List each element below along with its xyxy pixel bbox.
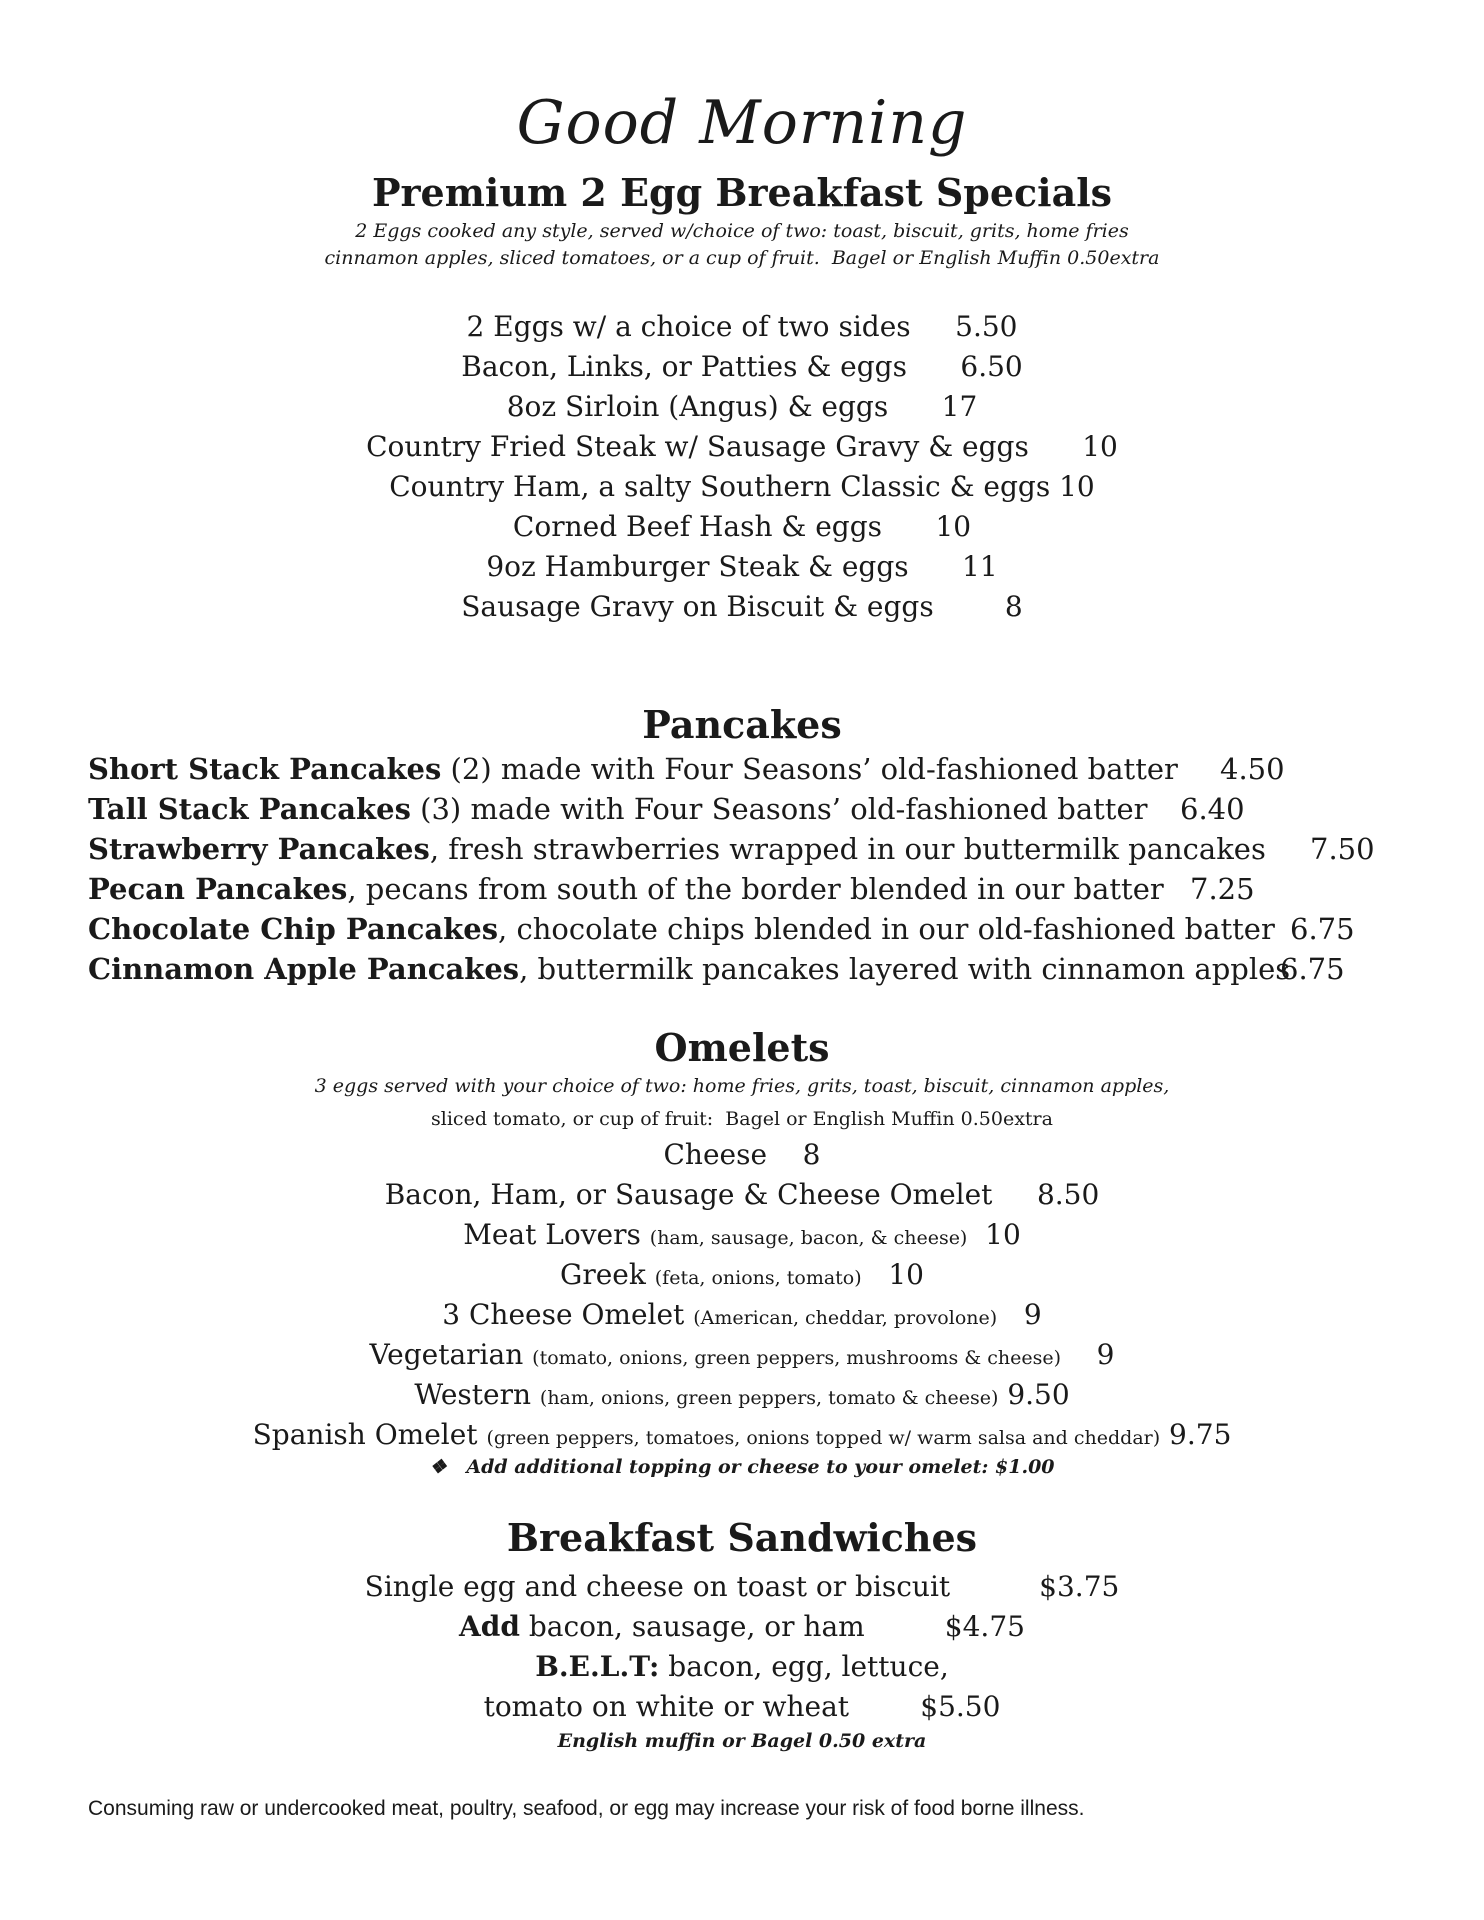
item-detail: (American, cheddar, provolone) <box>693 1307 998 1329</box>
specials-item <box>0 430 1484 463</box>
omelet-item <box>0 1418 1484 1451</box>
item-name: 3 Cheese Omelet <box>442 1298 694 1331</box>
omelet-item <box>0 1378 1484 1411</box>
item-price: $5.50 <box>920 1690 1001 1723</box>
item-name: Spanish Omelet <box>252 1418 487 1451</box>
item-name: 2 Eggs w/ a choice of two sides <box>466 310 911 343</box>
item-price: 9.75 <box>1169 1418 1232 1451</box>
pancake-item <box>88 832 1375 866</box>
item-name: 9oz Hamburger Steak & eggs <box>486 550 909 583</box>
item-name: Cheese <box>663 1138 768 1171</box>
item-price: 10 <box>985 1218 1021 1251</box>
pancake-item <box>88 912 1355 946</box>
pancake-item <box>88 952 1345 986</box>
pancake-item <box>88 752 1285 786</box>
specials-item <box>0 310 1484 343</box>
omelet-item <box>0 1258 1484 1291</box>
item-name: Cinnamon Apple Pancakes <box>88 952 520 986</box>
diamond-bullet-icon: ❖ <box>429 1456 447 1478</box>
specials-description-line-2: cinnamon apples, sliced tomatoes, or a cup of fruit. Bagel or English Muffin 0.50extra <box>324 247 1160 269</box>
item-price: 8.50 <box>1036 1178 1100 1211</box>
item-price: 7.25 <box>1190 872 1255 906</box>
item-detail: (ham, onions, green peppers, tomato & cheese) <box>539 1387 999 1409</box>
item-name: Strawberry Pancakes <box>88 832 430 866</box>
item-price: 9.50 <box>1007 1378 1070 1411</box>
omelets-description-line-2: sliced tomato, or cup of fruit: Bagel or English Muffin 0.50extra <box>431 1108 1053 1130</box>
item-price: 7.50 <box>1310 832 1375 866</box>
item-detail: (green peppers, tomatoes, onions topped w/ warm salsa and cheddar) <box>486 1427 1161 1449</box>
item-name: Corned Beef Hash & eggs <box>512 510 883 543</box>
item-price: 17 <box>941 390 978 423</box>
item-name: Pecan Pancakes <box>88 872 348 906</box>
sandwich-item <box>0 1650 1484 1683</box>
omelet-item <box>0 1218 1484 1251</box>
item-name: Meat Lovers <box>463 1218 650 1251</box>
item-price: 8 <box>802 1138 821 1171</box>
item-name: Tall Stack Pancakes <box>88 792 411 826</box>
item-name: Short Stack Pancakes <box>88 752 442 786</box>
specials-item <box>0 550 1484 583</box>
item-price: 6.75 <box>1280 952 1345 986</box>
item-price: $4.75 <box>944 1610 1025 1643</box>
item-description: , pecans from south of the border blended in our batter <box>347 872 1164 906</box>
page-title: Good Morning <box>516 88 968 158</box>
item-detail: (ham, sausage, bacon, & cheese) <box>649 1227 968 1249</box>
item-price: 6.50 <box>960 350 1023 383</box>
item-name: Country Fried Steak w/ Sausage Gravy & eggs <box>366 430 1029 463</box>
item-bold-label: Add <box>459 1610 520 1643</box>
specials-item <box>0 350 1484 383</box>
specials-item <box>0 510 1484 543</box>
item-price: 8 <box>1004 590 1023 623</box>
item-price: 10 <box>888 1258 924 1291</box>
omelets-description-line-1: 3 eggs served with your choice of two: home fries, grits, toast, biscuit, cinnamon apples, <box>314 1075 1170 1097</box>
item-description: (2) made with Four Seasons’ old-fashioned batter <box>441 752 1178 786</box>
item-description: , buttermilk pancakes layered with cinnamon apples <box>519 952 1291 986</box>
item-detail: (feta, onions, tomato) <box>654 1267 862 1289</box>
omelet-item <box>0 1178 1484 1211</box>
item-name: bacon, sausage, or ham <box>519 1610 865 1643</box>
item-name: Chocolate Chip Pancakes <box>88 912 499 946</box>
item-price: 5.50 <box>955 310 1018 343</box>
omelet-item <box>0 1138 1484 1171</box>
item-description: , chocolate chips blended in our old-fashioned batter <box>498 912 1275 946</box>
item-name: 8oz Sirloin (Angus) & eggs <box>506 390 889 423</box>
pancakes-heading: Pancakes <box>642 702 842 747</box>
sandwiches-note: English muffin or Bagel 0.50 extra <box>557 1730 927 1752</box>
item-price: 9 <box>1096 1338 1115 1371</box>
item-description: (3) made with Four Seasons’ old-fashioned batter <box>410 792 1148 826</box>
omelets-heading: Omelets <box>654 1025 830 1070</box>
item-detail: (tomato, onions, green peppers, mushrooms & cheese) <box>532 1347 1062 1369</box>
item-price: 10 <box>935 510 972 543</box>
item-price: 4.50 <box>1220 752 1285 786</box>
item-name: Western <box>414 1378 540 1411</box>
item-price: 10 <box>1059 470 1095 503</box>
item-name: Bacon, Links, or Patties & eggs <box>461 350 907 383</box>
item-price: 11 <box>962 550 998 583</box>
item-name: Greek <box>559 1258 655 1291</box>
specials-item <box>0 470 1484 503</box>
item-price: 10 <box>1082 430 1118 463</box>
item-name: Country Ham, a salty Southern Classic & eggs <box>389 470 1051 503</box>
item-price: $3.75 <box>1039 1570 1120 1603</box>
specials-item <box>0 590 1484 623</box>
pancake-item <box>88 872 1255 906</box>
item-name: Bacon, Ham, or Sausage & Cheese Omelet <box>384 1178 993 1211</box>
item-bold-label: B.E.L.T: <box>535 1650 660 1683</box>
sandwich-item <box>0 1610 1484 1643</box>
item-price: 6.75 <box>1290 912 1355 946</box>
sandwich-item <box>0 1570 1484 1603</box>
omelet-item <box>0 1298 1484 1331</box>
item-name: Vegetarian <box>369 1338 533 1371</box>
omelet-addon-note <box>0 1456 1484 1478</box>
pancake-item <box>88 792 1245 826</box>
item-price: 6.40 <box>1180 792 1245 826</box>
item-name: Single egg and cheese on toast or biscuit <box>364 1570 951 1603</box>
item-name: Sausage Gravy on Biscuit & eggs <box>461 590 934 623</box>
item-description: , fresh strawberries wrapped in our buttermilk pancakes <box>429 832 1266 866</box>
sandwich-item-continued <box>0 1690 1484 1723</box>
specials-item <box>0 390 1484 423</box>
food-safety-disclaimer: Consuming raw or undercooked meat, poultry, seafood, or egg may increase your risk of food borne illness. <box>88 1797 1085 1820</box>
specials-description-line-1: 2 Eggs cooked any style, served w/choice of two: toast, biscuit, grits, home fries <box>355 220 1129 242</box>
item-name: tomato on white or wheat <box>483 1690 850 1723</box>
specials-heading: Premium 2 Egg Breakfast Specials <box>371 170 1113 215</box>
sandwiches-heading: Breakfast Sandwiches <box>506 1515 978 1560</box>
item-name: bacon, egg, lettuce, <box>659 1650 949 1683</box>
item-price: 9 <box>1023 1298 1042 1331</box>
addon-text: Add additional topping or cheese to your omelet: $1.00 <box>466 1456 1055 1478</box>
omelet-item <box>0 1338 1484 1371</box>
